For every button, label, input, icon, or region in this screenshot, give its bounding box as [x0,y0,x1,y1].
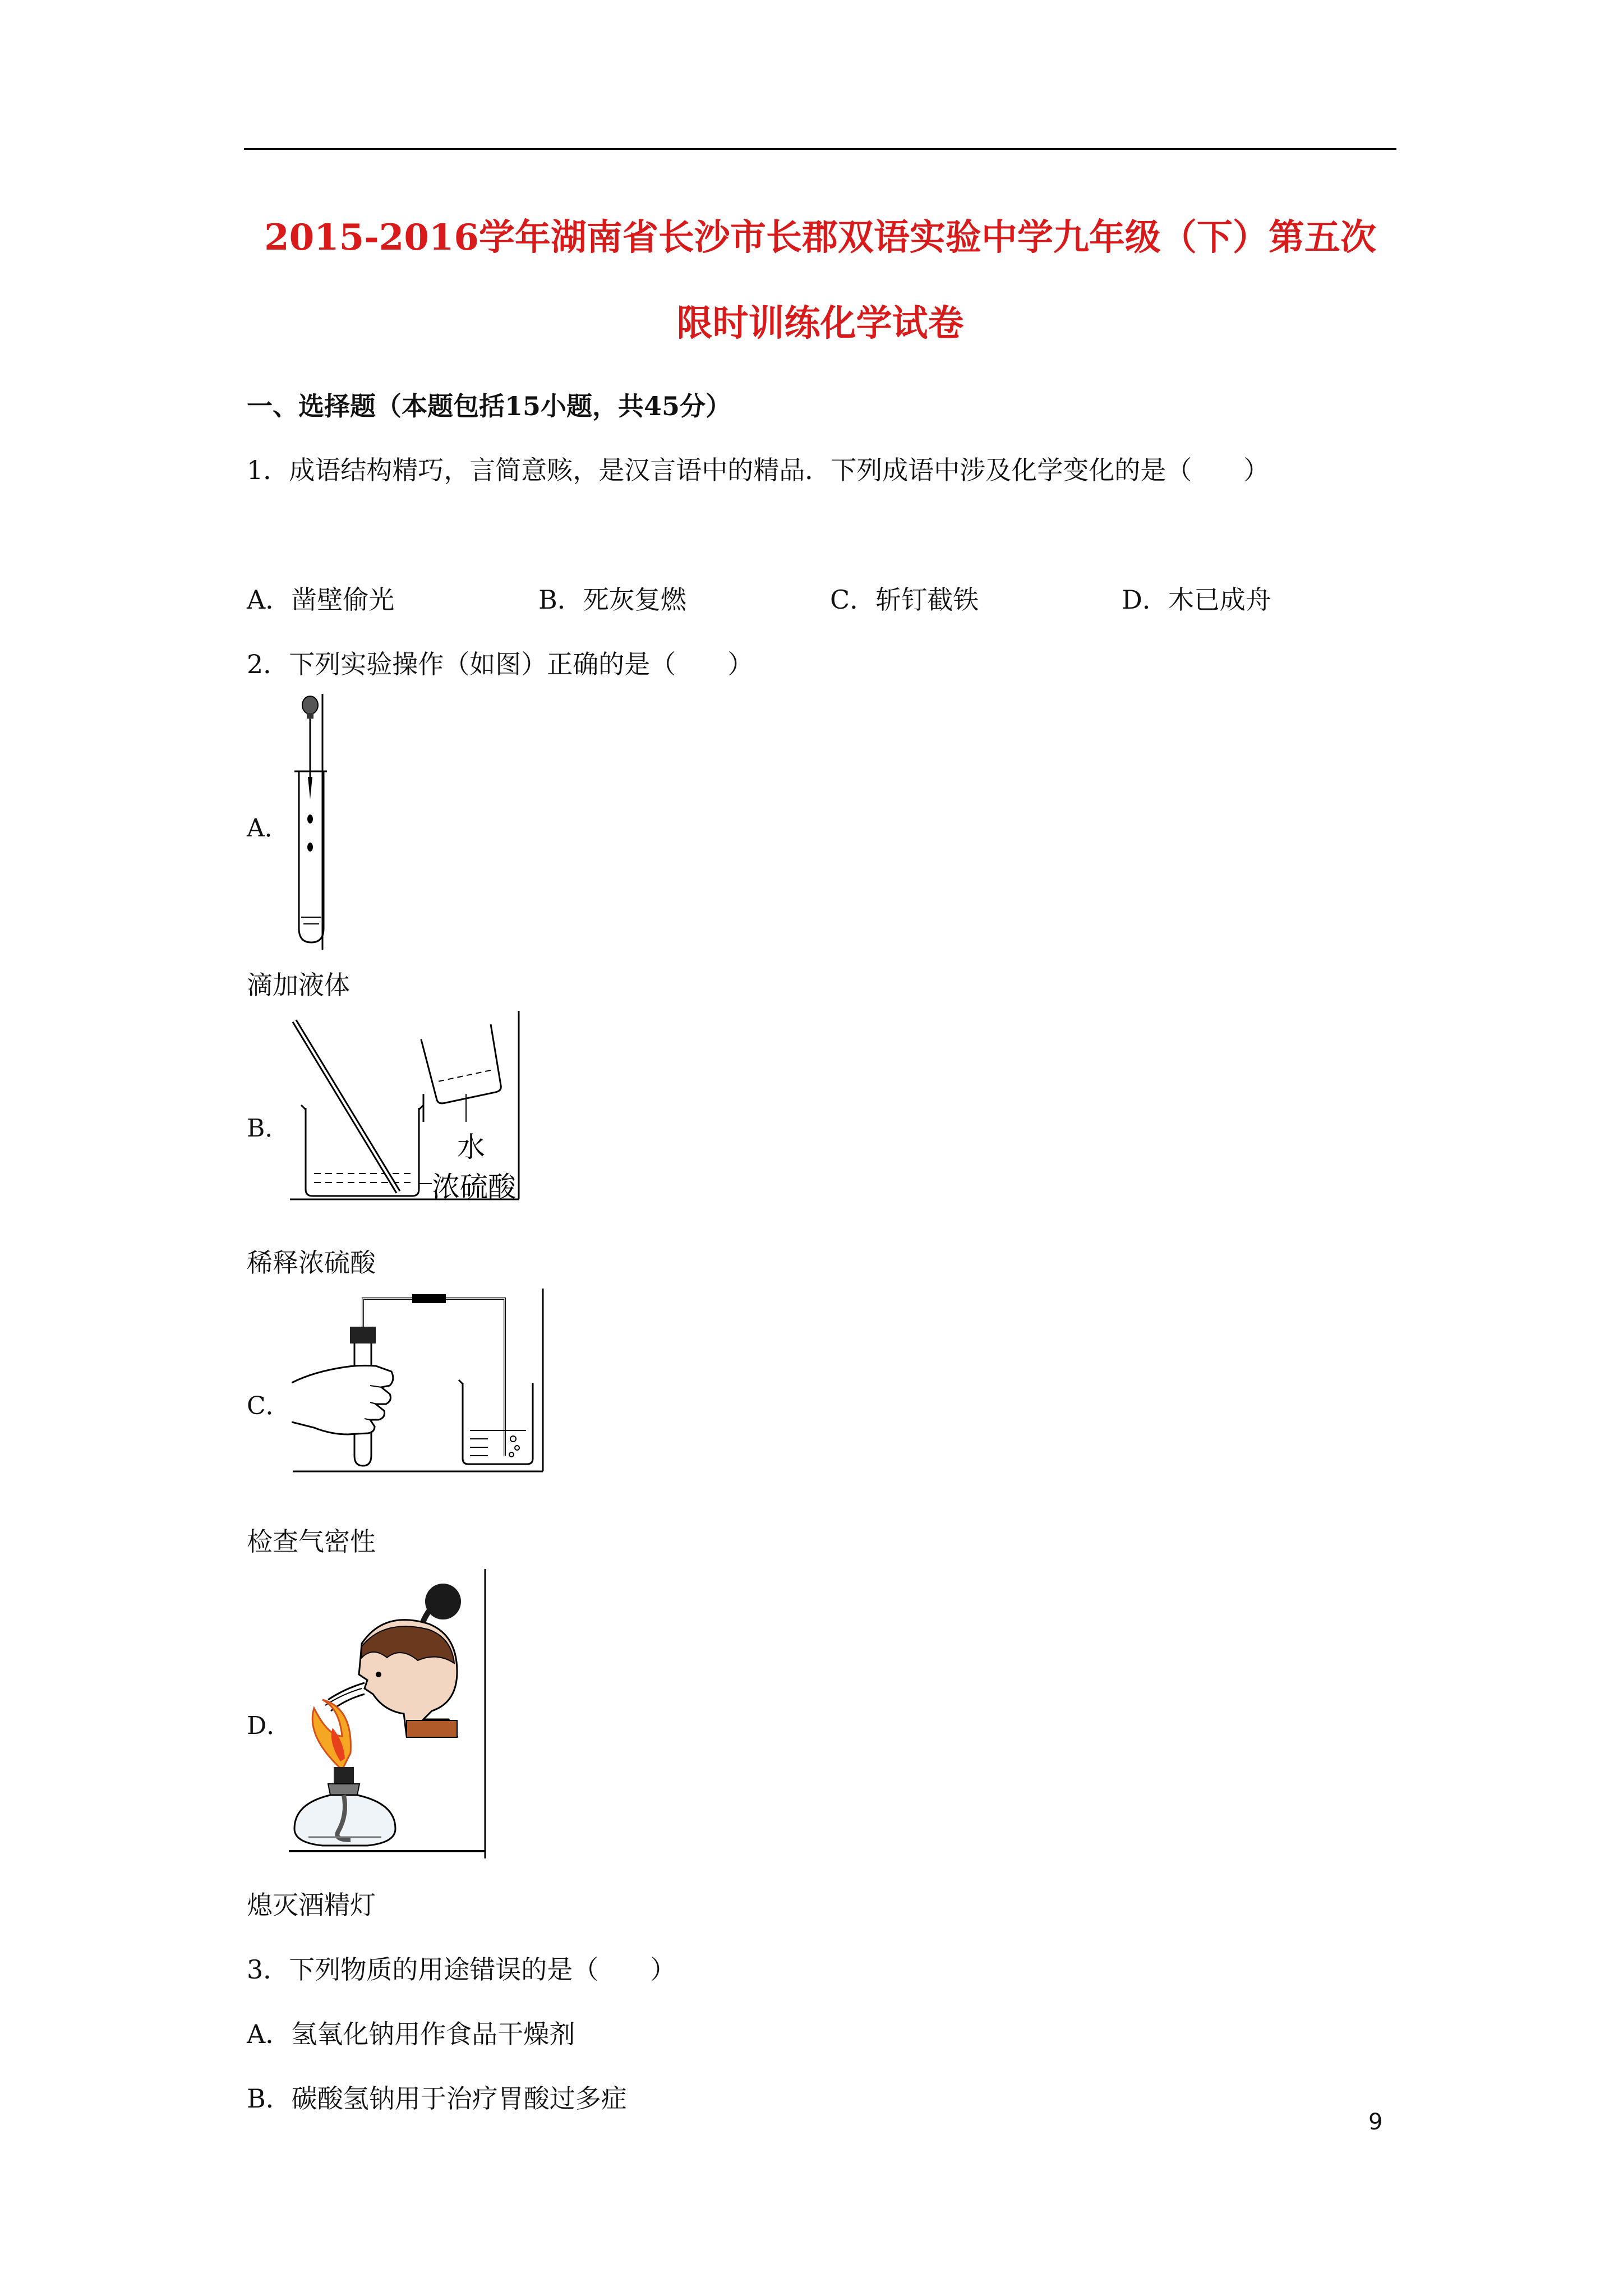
question-2-option-a-letter: A． [247,814,289,843]
question-3-stem: 3．下列物质的用途错误的是（ ） [247,1954,676,1985]
question-1-stem: 1．成语结构精巧，言简意赅，是汉言语中的精品．下列成语中涉及化学变化的是（ ） [247,455,1270,485]
paper-title-line1: 2015-2016学年湖南省长沙市长郡双语实验中学九年级（下）第五次 [264,217,1376,259]
question-1-option-b: B．死灰复燃 [538,585,686,615]
question-2-stem: 2．下列实验操作（如图）正确的是（ ） [247,649,754,679]
alcohol-lamp-figure [289,1568,491,1860]
question-2-option-c-letter: C． [247,1392,291,1420]
dilute-acid-figure [289,1010,524,1200]
question-1-option-a: A．凿壁偷光 [247,585,395,615]
question-2-option-b-letter: B． [247,1114,290,1143]
page-number: 9 [1368,2109,1383,2135]
dropper-test-tube-figure [283,693,334,951]
acid-label: 浓硫酸 [432,1171,516,1200]
airtightness-figure [292,1287,547,1473]
question-3-option-a: A．氢氧化钠用作食品干燥剂 [247,2019,575,2049]
question-3-option-b: B．碳酸氢钠用于治疗胃酸过多症 [247,2083,627,2114]
question-2-option-c-caption: 检查气密性 [247,1526,376,1557]
question-2-option-d-letter: D． [247,1711,292,1740]
water-label: 水 [457,1131,485,1163]
question-1-option-d: D．木已成舟 [1122,585,1271,615]
question-1-option-c: C．斩钉截铁 [830,585,979,615]
question-2-option-d-caption: 熄灭酒精灯 [247,1890,376,1920]
header-rule [244,148,1396,150]
paper-title-line2: 限时训练化学试卷 [676,302,964,344]
question-2-option-b-caption: 稀释浓硫酸 [247,1248,376,1278]
section-heading: 一、选择题（本题包括15小题，共45分） [247,391,732,421]
question-2-option-a-caption: 滴加液体 [247,970,350,1000]
